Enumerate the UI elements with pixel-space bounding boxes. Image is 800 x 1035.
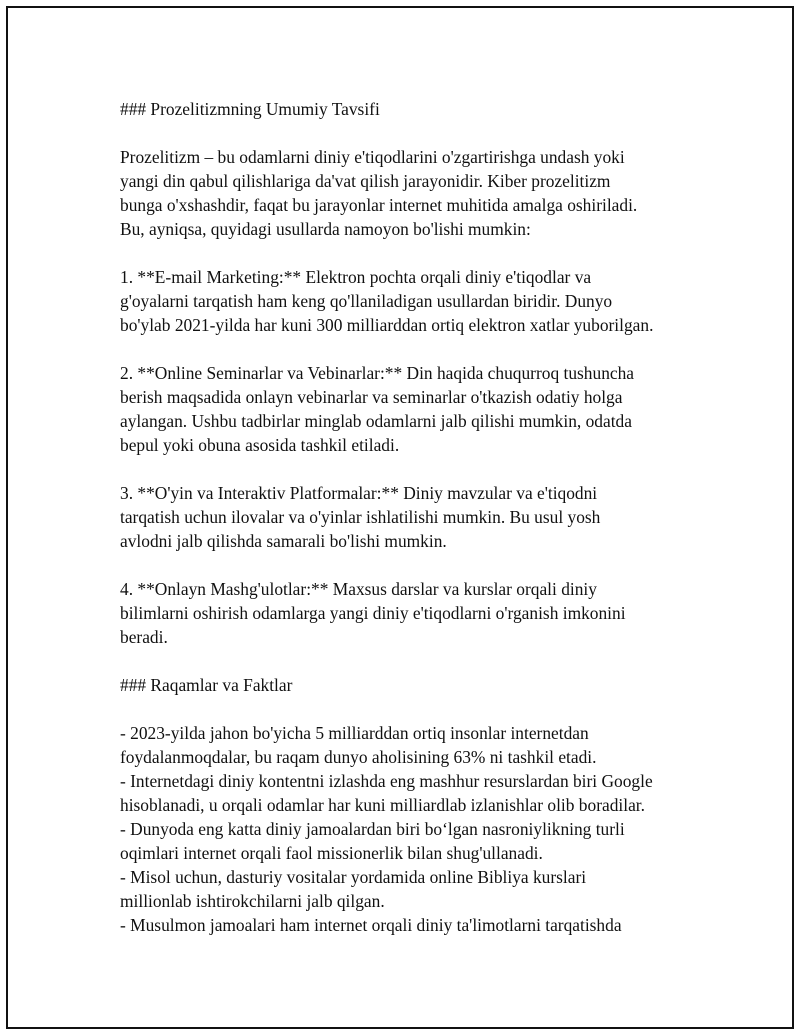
text-line: beradi.: [120, 627, 168, 647]
text-line: millionlab ishtirokchilarni jalb qilgan.: [120, 891, 385, 911]
list-item-email-marketing: [120, 265, 710, 337]
text-line: tarqatish uchun ilovalar va o'yinlar ishlatilishi mumkin. Bu usul yosh: [120, 507, 601, 527]
text-line: 1. **E-mail Marketing:** Elektron pochta orqali diniy e'tiqodlar va: [120, 267, 592, 287]
list-item-online-lessons: [120, 577, 710, 649]
text-line: avlodni jalb qilishda samarali bo'lishi mumkin.: [120, 531, 447, 551]
text-line: foydalanmoqdalar, bu raqam dunyo aholisining 63% ni tashkil etadi.: [120, 747, 597, 767]
text-line: g'oyalarni tarqatish ham keng qo'llaniladigan usullardan biridir. Dunyo: [120, 291, 613, 311]
text-line: - 2023-yilda jahon bo'yicha 5 milliarddan ortiq insonlar internetdan: [120, 723, 589, 743]
intro-paragraph: [120, 145, 710, 241]
list-item-online-seminars: [120, 361, 710, 457]
text-line: - Dunyoda eng katta diniy jamoalardan biri bo‘lgan nasroniylikning turli: [120, 819, 625, 839]
text-line: yangi din qabul qilishlariga da'vat qilish jarayonidir. Kiber prozelitizm: [120, 171, 611, 191]
text-line: - Internetdagi diniy kontentni izlashda eng mashhur resurslardan biri Google: [120, 771, 653, 791]
text-line: Prozelitizm – bu odamlarni diniy e'tiqodlarini o'zgartirishga undash yoki: [120, 147, 625, 167]
text-line: oqimlari internet orqali faol missionerlik bilan shug'ullanadi.: [120, 843, 543, 863]
heading-text: ### Prozelitizmning Umumiy Tavsifi: [120, 99, 380, 119]
text-line: 4. **Onlayn Mashg'ulotlar:** Maxsus darslar va kurslar orqali diniy: [120, 579, 597, 599]
text-line: berish maqsadida onlayn vebinarlar va seminarlar o'tkazish odatiy holga: [120, 387, 623, 407]
text-line: bilimlarni oshirish odamlarga yangi diniy e'tiqodlarni o'rganish imkonini: [120, 603, 626, 623]
list-item-interactive-platforms: [120, 481, 710, 553]
section-heading-facts: [120, 673, 710, 697]
text-line: Bu, ayniqsa, quyidagi usullarda namoyon bo'lishi mumkin:: [120, 219, 531, 239]
text-line: hisoblanadi, u orqali odamlar har kuni milliardlab izlanishlar olib boradilar.: [120, 795, 645, 815]
text-line: 3. **O'yin va Interaktiv Platformalar:** Diniy mavzular va e'tiqodni: [120, 483, 598, 503]
text-line: 2. **Online Seminarlar va Vebinarlar:** Din haqida chuqurroq tushuncha: [120, 363, 635, 383]
text-line: bepul yoki obuna asosida tashkil etiladi.: [120, 435, 400, 455]
heading-text: ### Raqamlar va Faktlar: [120, 675, 293, 695]
text-line: bo'ylab 2021-yilda har kuni 300 milliarddan ortiq elektron xatlar yuborilgan.: [120, 315, 654, 335]
text-line: - Musulmon jamoalari ham internet orqali diniy ta'limotlarni tarqatishda: [120, 915, 622, 935]
facts-list: [120, 721, 710, 937]
page-frame: [6, 6, 794, 1029]
document-body: [120, 97, 710, 937]
text-line: - Misol uchun, dasturiy vositalar yordamida online Bibliya kurslari: [120, 867, 587, 887]
text-line: bunga o'xshashdir, faqat bu jarayonlar internet muhitida amalga oshiriladi.: [120, 195, 638, 215]
section-heading-overview: [120, 97, 710, 121]
text-line: aylangan. Ushbu tadbirlar minglab odamlarni jalb qilishi mumkin, odatda: [120, 411, 632, 431]
